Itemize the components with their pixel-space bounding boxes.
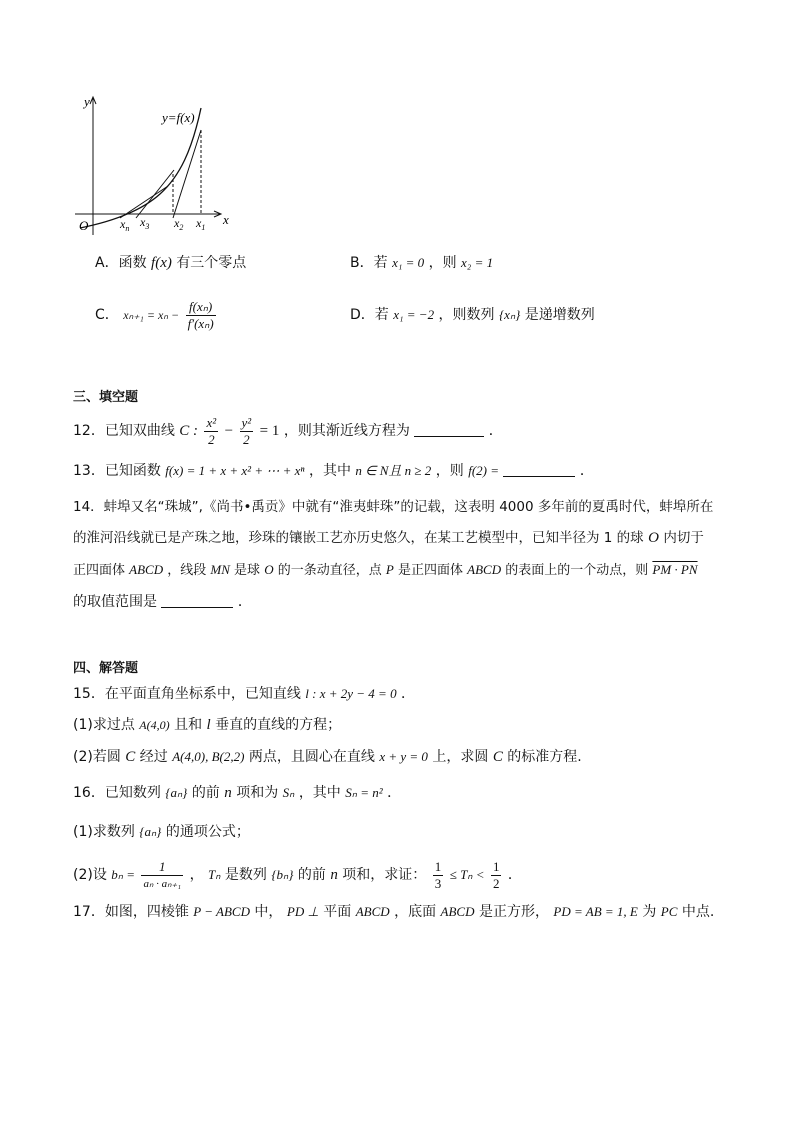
q16-p2-fraction <box>141 859 183 892</box>
q15-p2-e: 上，求圆 <box>432 749 489 765</box>
q16-p2-lden: 3 <box>434 875 442 891</box>
option-b <box>350 253 493 273</box>
option-d-rest: 是递增数列 <box>524 307 595 323</box>
option-d-cond: x₁ = −2 <box>393 307 435 322</box>
q16-p2-b: ， <box>189 867 204 883</box>
option-c-label: C． <box>95 307 119 323</box>
q16-p2-num: 1 <box>141 859 183 876</box>
label-x2: $x_2$ <box>174 216 184 232</box>
option-a-func: f(x) <box>151 255 172 271</box>
question-14-line1: 14．蚌埠又名“珠城”,《尚书•禹贡》中就有“淮夷蚌珠”的记载，这表明 4000 多年前的夏禹时代，蚌埠所在 <box>73 499 714 515</box>
q16-p2-d: 的前 <box>297 867 326 883</box>
question-14-line3 <box>73 560 698 581</box>
q13-ask: f(2) = <box>468 463 499 478</box>
question-15-part2 <box>73 747 582 767</box>
q13-end: ． <box>579 463 594 479</box>
q15-p2-f: 的标准方程. <box>507 749 582 765</box>
q13-answer-blank[interactable] <box>503 462 575 477</box>
q14-line3-d: 的一条动直径，点 <box>277 563 382 578</box>
q15-p1-c: 垂直的直线的方程； <box>215 717 342 733</box>
q17-mid4: 是正方形， <box>478 904 549 920</box>
q12-frac2 <box>240 415 254 448</box>
q14-line3-b: ，线段 <box>167 563 207 578</box>
label-x: x <box>223 212 229 227</box>
option-a-rest: 有三个零点 <box>176 255 247 271</box>
q16-end: ． <box>387 785 402 801</box>
label-x3: $x_3$ <box>140 215 150 231</box>
q15-prefix: 15．在平面直角坐标系中，已知直线 <box>73 686 301 702</box>
q16-p1-seq: {aₙ} <box>139 824 162 839</box>
label-origin: O <box>79 218 89 233</box>
question-14-line2 <box>73 528 704 548</box>
q14-line3-abcd: ABCD <box>129 562 164 577</box>
q16-n: n <box>224 785 232 801</box>
option-c <box>95 298 218 332</box>
question-13 <box>73 461 594 481</box>
q16-mid2: 项和为 <box>236 785 279 801</box>
q13-mid2: ，则 <box>435 463 464 479</box>
option-b-text: B．若 <box>350 255 388 271</box>
q16-seq: {aₙ} <box>165 785 188 800</box>
option-a-text: A．函数 <box>95 255 147 271</box>
q16-p2-ineq: ≤ Tₙ < <box>449 867 485 882</box>
option-b-mid: ，则 <box>428 255 457 271</box>
q17-cond: PD = AB = 1, E <box>553 904 638 919</box>
q16-p2-rnum: 1 <box>492 858 500 874</box>
label-y: y <box>84 94 90 109</box>
q13-expr: f(x) = 1 + x + x² + ⋯ + xⁿ <box>165 463 305 478</box>
q16-p2-n: n <box>330 867 338 883</box>
q16-prefix: 16．已知数列 <box>73 785 161 801</box>
q14-line4-text: 的取值范围是 <box>73 594 157 610</box>
q14-line2-text: 的淮河沿线就已是产珠之地，珍珠的镶嵌工艺亦历史悠久，在某工艺模型中，已知半径为 1 的球 <box>73 530 644 546</box>
q14-line3-o: O <box>264 562 274 577</box>
q16-p2-tn: Tₙ <box>208 867 221 882</box>
q15-p1-a: (1)求过点 <box>73 717 135 733</box>
section-fill-in-title: 三、填空题 <box>73 390 139 405</box>
question-15-part1 <box>73 715 341 735</box>
q14-line3-a: 正四面体 <box>73 563 126 578</box>
question-15 <box>73 684 415 704</box>
q15-end: ． <box>401 686 416 702</box>
option-b-res: x₂ = 1 <box>461 255 494 270</box>
q14-line3-c: 是球 <box>234 563 261 578</box>
q15-p2-d: 两点，且圆心在直线 <box>248 749 375 765</box>
q17-mid2: 平面 <box>323 904 352 920</box>
q16-p2-a: (2)设 <box>73 867 107 883</box>
q14-line3-f: 的表面上的一个动点，则 <box>505 563 649 578</box>
q16-mid3: ，其中 <box>298 785 341 801</box>
q14-line2-end: 内切于 <box>663 530 704 546</box>
q15-p2-pts: A(4,0), B(2,2) <box>172 749 245 764</box>
q17-plane: ABCD <box>355 904 390 919</box>
section-answer-title: 四、解答题 <box>73 661 139 676</box>
question-16-part1 <box>73 822 250 842</box>
q12-end: ． <box>488 423 503 439</box>
option-d-text: D．若 <box>350 307 389 323</box>
q15-p2-b: 经过 <box>139 749 168 765</box>
q16-p2-end: ． <box>507 867 522 883</box>
q16-eq: Sₙ = n² <box>345 785 383 800</box>
q17-mid5: 为 <box>642 904 657 920</box>
option-c-num: f(xₙ) <box>186 299 216 316</box>
q12-answer-blank[interactable] <box>414 422 484 437</box>
q17-end: 中点. <box>681 904 715 920</box>
q14-line3-vec: PM · PN <box>652 562 698 577</box>
tangent-line-3 <box>120 186 168 218</box>
q17-mid3: ，底面 <box>394 904 437 920</box>
q12-num2: y² <box>241 414 252 430</box>
q13-prefix: 13．已知函数 <box>73 463 161 479</box>
q16-mid: 的前 <box>191 785 220 801</box>
tangent-line-2 <box>136 170 174 218</box>
q14-line3-e: 是正四面体 <box>397 563 463 578</box>
q14-line3-p: P <box>385 562 394 577</box>
q15-p2-c2: C <box>492 749 503 765</box>
q17-pc: PC <box>660 904 678 919</box>
option-a <box>95 253 246 273</box>
option-d-seq: {xₙ} <box>498 307 521 322</box>
q16-p1-a: (1)求数列 <box>73 824 135 840</box>
option-c-fraction <box>186 299 216 332</box>
question-17 <box>73 902 714 922</box>
q15-p2-line: x + y = 0 <box>379 749 428 764</box>
q12-den2: 2 <box>243 431 250 447</box>
q12-curve: C : <box>179 423 199 439</box>
q15-p1-b: 且和 <box>174 717 203 733</box>
option-d-mid: ，则数列 <box>438 307 495 323</box>
q14-line2-o: O <box>648 530 659 546</box>
q17-mid: 中， <box>254 904 283 920</box>
q12-eq: = 1 <box>259 423 280 439</box>
q12-num1: x² <box>206 414 217 430</box>
q15-line: l : x + 2y − 4 = 0 <box>305 686 397 701</box>
label-x1: $x_1$ <box>196 216 206 232</box>
q16-p1-b: 的通项公式； <box>165 824 250 840</box>
question-16-part2 <box>73 856 522 894</box>
q12-suffix: ，则其渐近线方程为 <box>283 423 410 439</box>
q15-p1-pt: A(4,0) <box>139 718 170 732</box>
question-14-line4 <box>73 592 252 612</box>
label-func: y=f(x) <box>162 110 195 125</box>
label-xn: $x_n$ <box>120 217 130 233</box>
curve <box>80 108 201 228</box>
q16-p2-den: aₙ · aₙ₊₁ <box>143 877 182 890</box>
q16-p2-bn: bₙ = <box>111 867 135 882</box>
q14-line3-abcd2: ABCD <box>467 562 502 577</box>
q15-p1-l: l <box>206 717 211 733</box>
q17-perp: PD ⊥ <box>286 904 319 919</box>
q14-answer-blank[interactable] <box>161 593 233 608</box>
question-16 <box>73 783 401 803</box>
q13-mid: ，其中 <box>308 463 351 479</box>
q15-p2-c: C <box>125 749 136 765</box>
q16-p2-left-frac <box>433 859 444 892</box>
q16-p2-e: 项和，求证： <box>342 867 427 883</box>
function-graph <box>70 90 240 240</box>
option-c-lhs: xₙ₊₁ = xₙ − <box>123 308 180 322</box>
q16-p2-c: 是数列 <box>224 867 267 883</box>
q13-cond: n ∈ N且 n ≥ 2 <box>355 463 432 478</box>
q17-pyr: P − ABCD <box>193 904 250 919</box>
option-c-den: f′(xₙ) <box>187 315 214 331</box>
q17-prefix: 17．如图，四棱锥 <box>73 904 189 920</box>
q16-p2-rden: 2 <box>492 875 500 891</box>
q16-p2-seq: {bₙ} <box>271 867 294 882</box>
q12-minus: − <box>224 423 234 439</box>
q16-p2-lnum: 1 <box>434 858 442 874</box>
q17-base: ABCD <box>440 904 475 919</box>
option-b-cond: x₁ = 0 <box>392 255 425 270</box>
q12-frac1 <box>204 415 218 448</box>
option-d <box>350 305 595 325</box>
q16-p2-right-frac <box>491 859 502 892</box>
q14-line3-mn: MN <box>210 562 230 577</box>
q15-p2-a: (2)若圆 <box>73 749 121 765</box>
q16-sn: Sₙ <box>282 785 295 800</box>
q12-den1: 2 <box>208 431 215 447</box>
q12-prefix: 12．已知双曲线 <box>73 423 175 439</box>
question-12 <box>73 414 503 448</box>
q14-line4-end: ． <box>237 594 252 610</box>
